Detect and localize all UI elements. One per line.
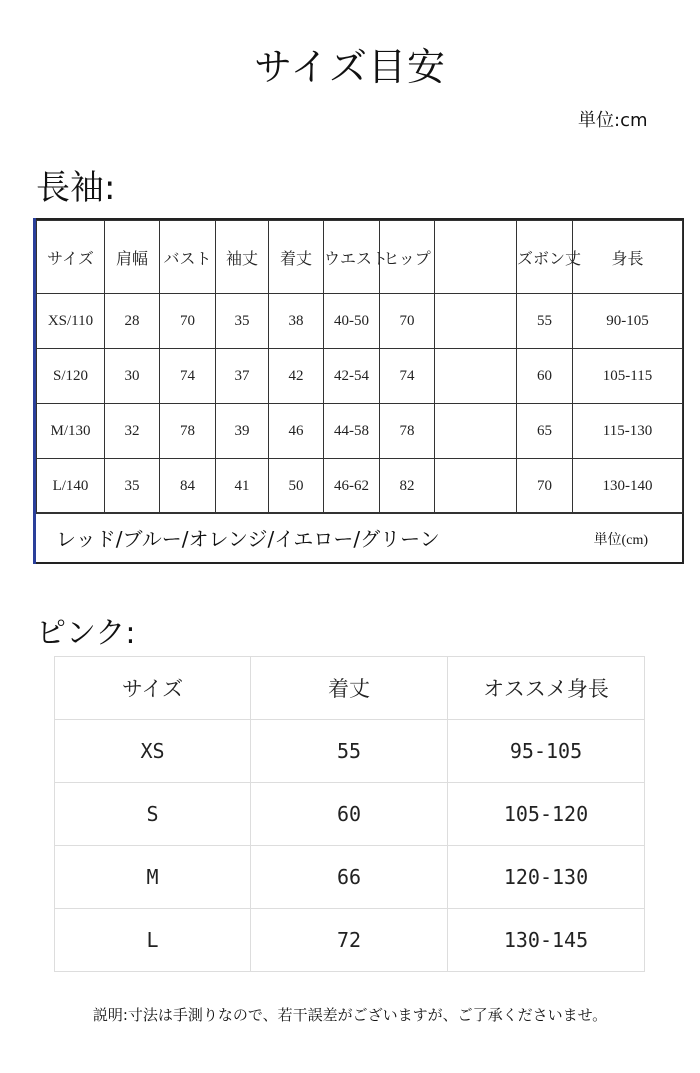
table-cell-empty <box>435 349 517 404</box>
table-cell: 66 <box>251 846 448 909</box>
table-cell: 50 <box>269 459 324 514</box>
table-cell: 60 <box>251 783 448 846</box>
table-cell: 115-130 <box>573 404 683 459</box>
table-cell: 41 <box>216 459 269 514</box>
table-cell: 30 <box>105 349 160 404</box>
table-cell: 55 <box>251 720 448 783</box>
header-cell-empty <box>435 221 517 294</box>
table-cell: 60 <box>517 349 573 404</box>
table-cell: 46 <box>269 404 324 459</box>
table-cell: 42-54 <box>324 349 380 404</box>
header-cell: 着丈 <box>269 221 324 294</box>
table-cell: 130-140 <box>573 459 683 514</box>
table-cell: 70 <box>160 294 216 349</box>
table-cell-empty <box>435 459 517 514</box>
unit-label: 単位:cm <box>578 110 648 131</box>
pink-label: ピンク: <box>36 616 136 651</box>
table-cell: 28 <box>105 294 160 349</box>
header-cell: 肩幅 <box>105 221 160 294</box>
measurement-note: 説明:寸法は手測りなので、若干誤差がございますが、ご了承くださいませ。 <box>92 1006 608 1024</box>
table-cell: 70 <box>380 294 435 349</box>
table-header-row <box>37 221 683 294</box>
pink-size-table <box>54 656 645 972</box>
table-row <box>37 294 683 349</box>
table-cell: 105-115 <box>573 349 683 404</box>
long-sleeve-label: 長袖: <box>36 168 116 208</box>
table-cell: 55 <box>517 294 573 349</box>
table-cell-empty <box>435 294 517 349</box>
header-cell: ズボン丈 <box>517 221 573 294</box>
table-cell: 95-105 <box>448 720 645 783</box>
table-cell: 74 <box>380 349 435 404</box>
table-cell: L <box>55 909 251 972</box>
table-cell: 44-58 <box>324 404 380 459</box>
table-cell: S/120 <box>37 349 105 404</box>
table-cell: 39 <box>216 404 269 459</box>
unit-cm-label: 単位(cm) <box>593 533 648 548</box>
table-row <box>55 909 645 972</box>
table-cell: 70 <box>517 459 573 514</box>
table-cell: 65 <box>517 404 573 459</box>
table-cell: 78 <box>380 404 435 459</box>
header-cell: ウエスト <box>324 221 380 294</box>
table-cell: 35 <box>105 459 160 514</box>
table-cell: 84 <box>160 459 216 514</box>
table-cell: S <box>55 783 251 846</box>
table-cell: M <box>55 846 251 909</box>
table-cell: 32 <box>105 404 160 459</box>
color-options: レッド/ブルー/オレンジ/イエロー/グリーン <box>56 527 440 551</box>
table-cell: 35 <box>216 294 269 349</box>
table-row <box>55 720 645 783</box>
table-footer <box>36 512 682 562</box>
header-cell: バスト <box>160 221 216 294</box>
table-cell: 78 <box>160 404 216 459</box>
table-cell: 42 <box>269 349 324 404</box>
table-cell: 90-105 <box>573 294 683 349</box>
table-cell: L/140 <box>37 459 105 514</box>
header-cell: サイズ <box>37 221 105 294</box>
table-cell: 130-145 <box>448 909 645 972</box>
table-cell: 40-50 <box>324 294 380 349</box>
header-cell: 袖丈 <box>216 221 269 294</box>
table-row <box>55 846 645 909</box>
table-cell: XS/110 <box>37 294 105 349</box>
table-cell: 120-130 <box>448 846 645 909</box>
header-cell: ヒップ <box>380 221 435 294</box>
page-title: サイズ目安 <box>254 45 446 89</box>
table-cell: 82 <box>380 459 435 514</box>
header-cell: オススメ身長 <box>448 657 645 720</box>
table-cell: M/130 <box>37 404 105 459</box>
table-row <box>37 349 683 404</box>
table-row <box>37 404 683 459</box>
table-cell: 37 <box>216 349 269 404</box>
table-cell: 46-62 <box>324 459 380 514</box>
table-row <box>37 459 683 514</box>
table-cell: 38 <box>269 294 324 349</box>
table-header-row <box>55 657 645 720</box>
table-row <box>55 783 645 846</box>
table-cell-empty <box>435 404 517 459</box>
header-cell: サイズ <box>55 657 251 720</box>
header-cell: 着丈 <box>251 657 448 720</box>
table-cell: 72 <box>251 909 448 972</box>
table-cell: 105-120 <box>448 783 645 846</box>
header-cell: 身長 <box>573 221 683 294</box>
long-sleeve-size-table <box>34 218 684 564</box>
table-cell: 74 <box>160 349 216 404</box>
table-cell: XS <box>55 720 251 783</box>
